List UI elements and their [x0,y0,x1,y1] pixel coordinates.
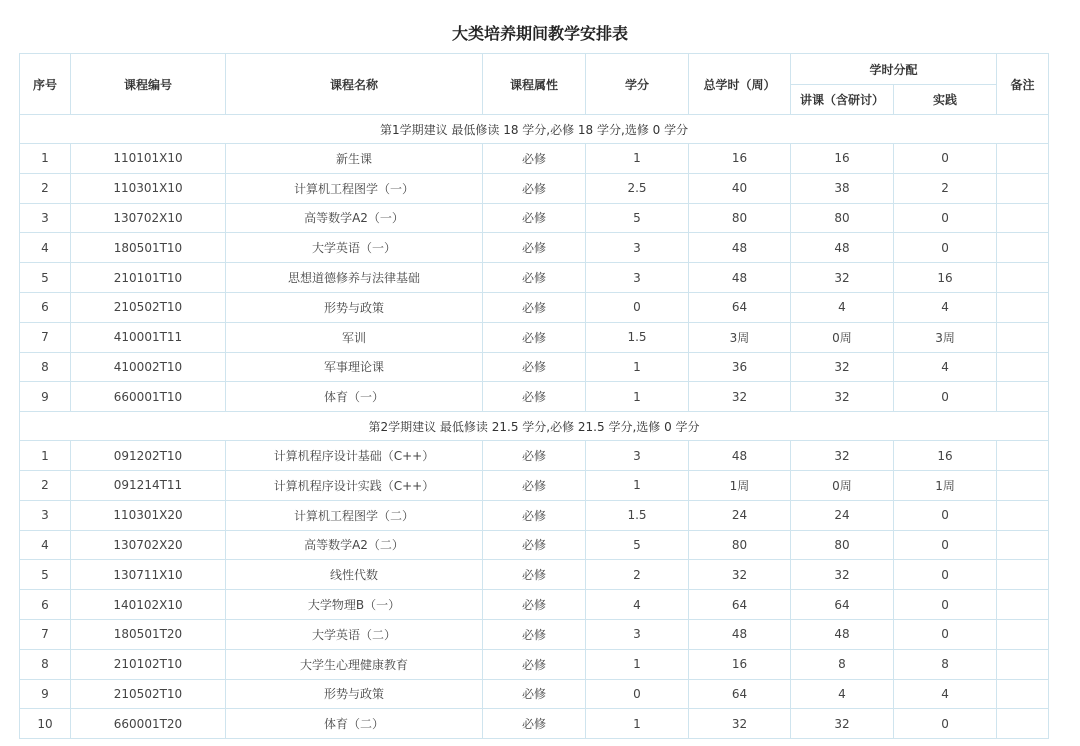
cell-credit: 1.5 [586,322,689,352]
cell-total-hours: 16 [689,144,791,174]
cell-course-attribute: 必修 [483,470,586,500]
cell-total-hours: 32 [689,709,791,739]
cell-seq: 4 [20,530,71,560]
cell-lecture-hours: 38 [791,173,894,203]
cell-total-hours: 80 [689,530,791,560]
cell-course-name: 大学英语（一） [226,233,483,263]
cell-practice-hours: 16 [894,263,997,293]
cell-remark [997,500,1049,530]
cell-course-code: 660001T20 [71,709,226,739]
cell-remark [997,619,1049,649]
cell-remark [997,649,1049,679]
cell-lecture-hours: 48 [791,233,894,263]
cell-course-name: 形势与政策 [226,292,483,322]
cell-credit: 3 [586,263,689,293]
cell-course-attribute: 必修 [483,709,586,739]
table-row [20,263,1049,293]
cell-course-code: 210502T10 [71,679,226,709]
cell-course-code: 180501T20 [71,619,226,649]
cell-credit: 1 [586,709,689,739]
cell-seq: 8 [20,649,71,679]
cell-total-hours: 3周 [689,322,791,352]
cell-course-code: 110101X10 [71,144,226,174]
header-course-code: 课程编号 [71,54,226,115]
cell-course-attribute: 必修 [483,292,586,322]
cell-lecture-hours: 32 [791,709,894,739]
table-row [20,530,1049,560]
cell-course-attribute: 必修 [483,679,586,709]
cell-total-hours: 64 [689,590,791,620]
cell-remark [997,441,1049,471]
cell-course-name: 计算机工程图学（二） [226,500,483,530]
cell-course-code: 091202T10 [71,441,226,471]
table-row [20,679,1049,709]
cell-course-code: 091214T11 [71,470,226,500]
cell-course-code: 410002T10 [71,352,226,382]
cell-course-attribute: 必修 [483,441,586,471]
cell-remark [997,530,1049,560]
cell-seq: 5 [20,263,71,293]
cell-total-hours: 80 [689,203,791,233]
cell-practice-hours: 16 [894,441,997,471]
cell-total-hours: 1周 [689,470,791,500]
cell-course-name: 大学物理B（一） [226,590,483,620]
cell-credit: 5 [586,530,689,560]
cell-credit: 1 [586,470,689,500]
cell-course-name: 高等数学A2（一） [226,203,483,233]
header-lecture: 讲课（含研讨） [791,85,894,115]
cell-seq: 3 [20,203,71,233]
cell-remark [997,590,1049,620]
table-row [20,322,1049,352]
cell-remark [997,709,1049,739]
cell-credit: 2.5 [586,173,689,203]
cell-seq: 7 [20,322,71,352]
cell-practice-hours: 1周 [894,470,997,500]
cell-total-hours: 32 [689,560,791,590]
cell-lecture-hours: 4 [791,679,894,709]
cell-credit: 3 [586,441,689,471]
cell-seq: 8 [20,352,71,382]
cell-course-code: 210502T10 [71,292,226,322]
cell-lecture-hours: 80 [791,203,894,233]
cell-credit: 2 [586,560,689,590]
cell-seq: 10 [20,709,71,739]
cell-course-attribute: 必修 [483,173,586,203]
cell-remark [997,679,1049,709]
cell-course-name: 思想道德修养与法律基础 [226,263,483,293]
cell-seq: 2 [20,470,71,500]
cell-seq: 3 [20,500,71,530]
table-row [20,709,1049,739]
cell-practice-hours: 8 [894,649,997,679]
cell-remark [997,144,1049,174]
cell-lecture-hours: 32 [791,441,894,471]
cell-total-hours: 32 [689,382,791,412]
cell-total-hours: 64 [689,679,791,709]
cell-course-code: 410001T11 [71,322,226,352]
cell-credit: 0 [586,292,689,322]
cell-seq: 9 [20,382,71,412]
cell-credit: 1 [586,649,689,679]
cell-practice-hours: 0 [894,590,997,620]
table-row [20,233,1049,263]
cell-total-hours: 48 [689,441,791,471]
cell-seq: 1 [20,441,71,471]
cell-course-name: 军训 [226,322,483,352]
table-row [20,382,1049,412]
cell-practice-hours: 0 [894,560,997,590]
cell-course-attribute: 必修 [483,263,586,293]
cell-lecture-hours: 32 [791,263,894,293]
cell-credit: 4 [586,590,689,620]
table-row [20,352,1049,382]
header-practice: 实践 [894,85,997,115]
cell-course-code: 130702X10 [71,203,226,233]
cell-lecture-hours: 80 [791,530,894,560]
table-body [20,115,1049,739]
cell-practice-hours: 0 [894,530,997,560]
cell-credit: 3 [586,233,689,263]
cell-total-hours: 48 [689,619,791,649]
cell-course-code: 110301X20 [71,500,226,530]
cell-total-hours: 48 [689,263,791,293]
cell-lecture-hours: 0周 [791,470,894,500]
cell-course-name: 计算机工程图学（一） [226,173,483,203]
cell-course-code: 660001T10 [71,382,226,412]
header-course-name: 课程名称 [226,54,483,115]
cell-seq: 5 [20,560,71,590]
header-seq: 序号 [20,54,71,115]
table-row [20,292,1049,322]
table-row [20,144,1049,174]
cell-remark [997,470,1049,500]
cell-lecture-hours: 32 [791,352,894,382]
cell-course-name: 大学生心理健康教育 [226,649,483,679]
cell-practice-hours: 4 [894,352,997,382]
cell-course-name: 线性代数 [226,560,483,590]
table-row [20,441,1049,471]
table-row [20,619,1049,649]
cell-practice-hours: 0 [894,500,997,530]
table-row [20,470,1049,500]
cell-course-code: 210102T10 [71,649,226,679]
table-row [20,649,1049,679]
cell-course-name: 新生课 [226,144,483,174]
cell-practice-hours: 3周 [894,322,997,352]
cell-course-name: 体育（一） [226,382,483,412]
cell-seq: 9 [20,679,71,709]
cell-course-attribute: 必修 [483,203,586,233]
page-title: 大类培养期间教学安排表 [451,24,628,43]
cell-course-attribute: 必修 [483,144,586,174]
cell-remark [997,322,1049,352]
cell-course-attribute: 必修 [483,649,586,679]
teaching-schedule-table [19,53,1049,739]
cell-course-attribute: 必修 [483,382,586,412]
cell-practice-hours: 4 [894,679,997,709]
cell-course-name: 大学英语（二） [226,619,483,649]
cell-seq: 2 [20,173,71,203]
cell-practice-hours: 0 [894,144,997,174]
cell-course-attribute: 必修 [483,590,586,620]
cell-course-code: 130702X20 [71,530,226,560]
cell-lecture-hours: 32 [791,560,894,590]
cell-practice-hours: 4 [894,292,997,322]
semester-label: 第1学期建议 最低修读 18 学分,必修 18 学分,选修 0 学分 [20,115,1049,144]
header-total-hours: 总学时（周） [689,54,791,115]
table-row [20,173,1049,203]
cell-total-hours: 40 [689,173,791,203]
cell-course-attribute: 必修 [483,233,586,263]
semester-header-row [20,412,1049,441]
cell-practice-hours: 0 [894,233,997,263]
cell-course-attribute: 必修 [483,530,586,560]
semester-label: 第2学期建议 最低修读 21.5 学分,必修 21.5 学分,选修 0 学分 [20,412,1049,441]
cell-practice-hours: 2 [894,173,997,203]
cell-remark [997,173,1049,203]
cell-course-code: 130711X10 [71,560,226,590]
cell-lecture-hours: 32 [791,382,894,412]
cell-lecture-hours: 24 [791,500,894,530]
cell-remark [997,352,1049,382]
cell-remark [997,263,1049,293]
cell-remark [997,382,1049,412]
cell-lecture-hours: 8 [791,649,894,679]
cell-course-code: 140102X10 [71,590,226,620]
cell-credit: 1 [586,382,689,412]
cell-course-code: 210101T10 [71,263,226,293]
cell-course-code: 180501T10 [71,233,226,263]
table-row [20,500,1049,530]
cell-course-attribute: 必修 [483,500,586,530]
cell-practice-hours: 0 [894,619,997,649]
cell-credit: 0 [586,679,689,709]
cell-course-code: 110301X10 [71,173,226,203]
cell-seq: 4 [20,233,71,263]
table-header [20,54,1049,115]
cell-seq: 6 [20,292,71,322]
cell-course-name: 计算机程序设计基础（C++） [226,441,483,471]
cell-seq: 6 [20,590,71,620]
cell-course-name: 体育（二） [226,709,483,739]
cell-total-hours: 24 [689,500,791,530]
cell-credit: 1 [586,352,689,382]
table-row [20,590,1049,620]
cell-total-hours: 36 [689,352,791,382]
cell-remark [997,203,1049,233]
cell-credit: 3 [586,619,689,649]
table-row [20,203,1049,233]
cell-seq: 7 [20,619,71,649]
cell-credit: 1.5 [586,500,689,530]
cell-course-attribute: 必修 [483,619,586,649]
cell-remark [997,292,1049,322]
cell-course-name: 军事理论课 [226,352,483,382]
cell-course-attribute: 必修 [483,322,586,352]
cell-total-hours: 48 [689,233,791,263]
cell-practice-hours: 0 [894,709,997,739]
cell-remark [997,560,1049,590]
cell-lecture-hours: 4 [791,292,894,322]
cell-course-attribute: 必修 [483,352,586,382]
cell-course-name: 计算机程序设计实践（C++） [226,470,483,500]
header-credit: 学分 [586,54,689,115]
semester-header-row [20,115,1049,144]
cell-seq: 1 [20,144,71,174]
header-remark: 备注 [997,54,1049,115]
cell-lecture-hours: 16 [791,144,894,174]
cell-practice-hours: 0 [894,382,997,412]
cell-course-name: 高等数学A2（二） [226,530,483,560]
cell-credit: 5 [586,203,689,233]
cell-lecture-hours: 64 [791,590,894,620]
cell-practice-hours: 0 [894,203,997,233]
cell-total-hours: 16 [689,649,791,679]
cell-course-attribute: 必修 [483,560,586,590]
cell-credit: 1 [586,144,689,174]
header-course-attribute: 课程属性 [483,54,586,115]
table-row [20,560,1049,590]
cell-course-name: 形势与政策 [226,679,483,709]
cell-lecture-hours: 48 [791,619,894,649]
cell-lecture-hours: 0周 [791,322,894,352]
cell-remark [997,233,1049,263]
cell-total-hours: 64 [689,292,791,322]
header-hour-distribution: 学时分配 [791,54,997,85]
